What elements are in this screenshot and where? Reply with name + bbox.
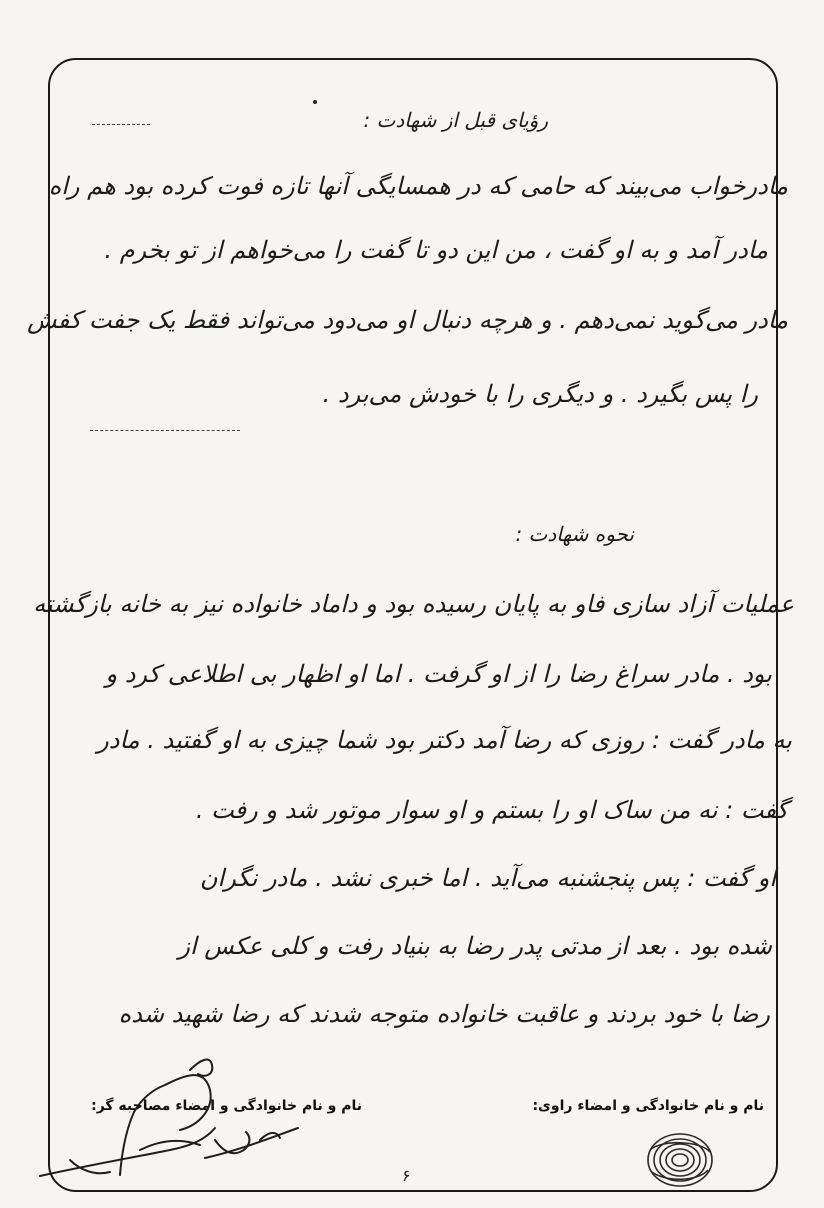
fingerprint-stamp: [648, 1134, 712, 1186]
handwritten-line: مادر آمد و به او گفت ، من این دو تا گفت را می‌خواهم از تو بخرم .: [104, 236, 768, 264]
handwritten-line: شده بود . بعد از مدتی پدر رضا به بنیاد رفت و کلی عکس از: [178, 932, 772, 960]
interviewer-signature: [40, 1060, 298, 1176]
interviewer-signature-label: نام و نام خانوادگی و امضاء مصاحبه گر:: [91, 1098, 362, 1114]
handwritten-line: به مادر گفت : روزی که رضا آمد دکتر بود شما چیزی به او گفتید . مادر: [97, 726, 792, 754]
page-number: ۶: [402, 1166, 411, 1185]
handwritten-line: گفت : نه من ساک او را بستم و او سوار موتور شد و رفت .: [195, 796, 788, 824]
handwritten-line: را پس بگیرد . و دیگری را با خودش می‌برد .: [322, 380, 758, 408]
section-heading-dream: رؤیای قبل از شهادت :: [363, 108, 548, 132]
handwritten-line: رضا با خود بردند و عاقبت خانواده متوجه شدند که رضا شهید شده: [118, 1000, 770, 1028]
handwritten-line: بود . مادر سراغ رضا را از او گرفت . اما او اظهار بی اطلاعی کرد و: [105, 660, 772, 688]
narrator-signature-label: نام و نام خانوادگی و امضاء راوی:: [532, 1098, 764, 1114]
handwritten-line: او گفت : پس پنجشنبه می‌آید . اما خبری نشد . مادر نگران: [199, 864, 776, 892]
handwritten-line: عملیات آزاد سازی فاو به پایان رسیده بود و داماد خانواده نیز به خانه بازگشته: [33, 590, 794, 618]
handwritten-line: مادرخواب می‌بیند که حامی که در همسایگی آنها تازه فوت کرده بود هم راه: [48, 172, 788, 200]
section-heading-martyrdom: نحوه شهادت :: [515, 522, 634, 546]
handwritten-line: مادر می‌گوید نمی‌دهم . و هرچه دنبال او می‌دود می‌تواند فقط یک جفت کفش: [27, 306, 788, 334]
